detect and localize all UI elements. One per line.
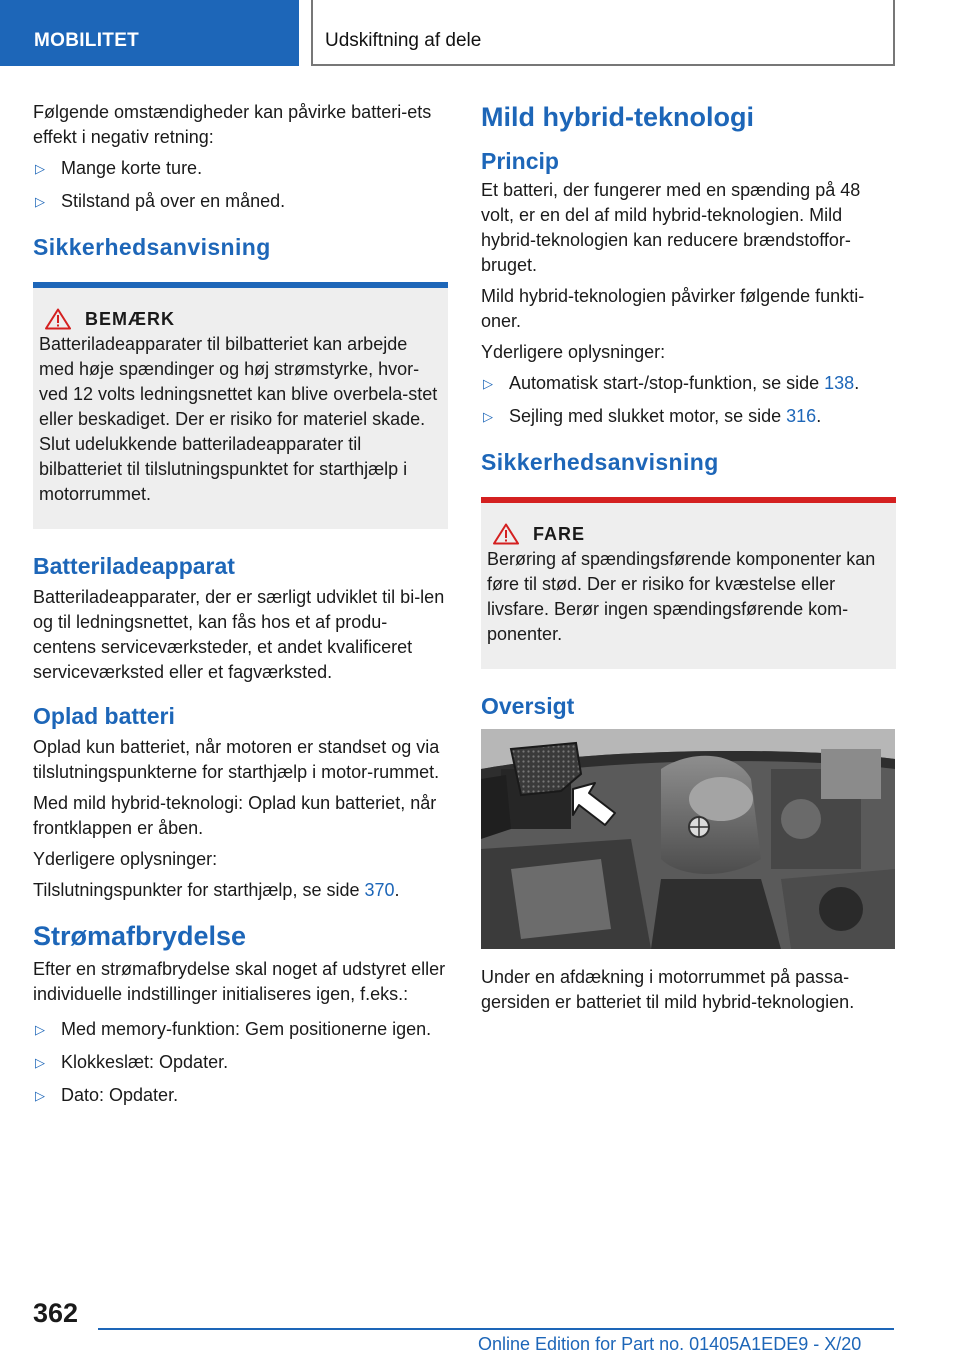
intro-bullet-list	[33, 156, 448, 214]
triangle-bullet-icon: ▷	[35, 194, 45, 209]
overview-heading: Oversigt	[481, 693, 575, 719]
triangle-bullet-icon: ▷	[35, 1022, 45, 1037]
list-item: ▷ Mange korte ture.	[33, 156, 448, 181]
principle-text-1: Et batteri, der fungerer med en spænding på 48 volt, er en del af mild hybrid-teknologien. Mild hybrid-teknologien kan reducere brændstoffor-bruget.	[481, 180, 861, 275]
section-label: MOBILITET	[34, 30, 140, 51]
warning-triangle-icon	[493, 523, 519, 545]
charge-heading: Oplad batteri	[33, 703, 175, 729]
notice-text: Batteriladeapparater til bilbatteriet kan arbejde med høje spændinger og høj strømstyrke, hvor-ved 12 volts ledningsnettet kan blive overbela-stet eller beskadiget. Der er risiko for materiel skade. Slut udelukkende batteriladeapparater til bilbatteriet til tilslutningspunktet for starthjælp i motorrummet.	[39, 334, 438, 504]
list-item: ▷ Automatisk start-/stop-funktion, se side 138.	[481, 371, 896, 396]
triangle-bullet-icon: ▷	[35, 161, 45, 176]
chapter-header	[311, 0, 895, 66]
list-item: ▷ Stilstand på over en måned.	[33, 189, 448, 214]
left-column	[33, 100, 448, 1116]
safety-heading: Sikkerhedsanvisning	[481, 449, 719, 475]
chapter-title: Udskiftning af dele	[325, 30, 482, 51]
triangle-bullet-icon: ▷	[483, 376, 493, 391]
intro-text: Følgende omstændigheder kan påvirke batteri-ets effekt i negativ retning:	[33, 102, 432, 147]
triangle-bullet-icon: ▷	[483, 409, 493, 424]
notice-label: BEMÆRK	[85, 308, 175, 329]
section-tab	[0, 0, 299, 66]
footer-rule	[98, 1328, 894, 1330]
danger-text: Berøring af spændingsførende komponenter kan føre til stød. Der er risiko for kvæstelse eller livsfare. Berør ingen spændingsførende kom-ponenter.	[487, 549, 876, 644]
page-number: 362	[33, 1298, 79, 1328]
danger-box	[481, 497, 896, 669]
page-link[interactable]: 138	[824, 373, 855, 393]
charger-text: Batteriladeapparater, der er særligt udviklet til bi-len og til ledningsnettet, kan fås hos et af produ-centens serviceværksteder, et andet kvalificeret serviceværksted eller et fagværksted.	[33, 587, 445, 682]
list-item: ▷ Klokkeslæt: Opdater.	[33, 1050, 448, 1075]
power-bullet-list	[33, 1017, 448, 1108]
triangle-bullet-icon: ▷	[35, 1055, 45, 1070]
list-item: ▷ Dato: Opdater.	[33, 1083, 448, 1108]
main-title: Mild hybrid-teknologi	[481, 102, 754, 132]
list-item: ▷ Med memory-funktion: Gem positionerne igen.	[33, 1017, 448, 1042]
charge-more-info: Yderligere oplysninger:	[33, 849, 218, 869]
power-heading: Strømafbrydelse	[33, 921, 247, 951]
charge-reference: Tilslutningspunkter for starthjælp, se side 370.	[33, 880, 400, 900]
reference-list	[481, 371, 896, 429]
right-column	[481, 100, 896, 1021]
charge-text-2: Med mild hybrid-teknologi: Oplad kun batteriet, når frontklappen er åben.	[33, 793, 437, 838]
triangle-bullet-icon: ▷	[35, 1088, 45, 1103]
charger-heading: Batteriladeapparat	[33, 553, 235, 579]
list-item: ▷ Sejling med slukket motor, se side 316.	[481, 404, 896, 429]
page-link[interactable]: 316	[786, 406, 817, 426]
engine-bay-photo	[481, 729, 895, 949]
warning-triangle-icon	[45, 308, 71, 330]
danger-label: FARE	[533, 523, 586, 544]
safety-heading: Sikkerhedsanvisning	[33, 234, 271, 260]
notice-box	[33, 282, 448, 529]
principle-more-info: Yderligere oplysninger:	[481, 342, 666, 362]
principle-heading: Princip	[481, 148, 559, 174]
edition-footer: Online Edition for Part no. 01405A1EDE9 - X/20	[478, 1334, 862, 1354]
power-text: Efter en strømafbrydelse skal noget af udstyret eller individuelle indstillinger initialiseres igen, f.eks.:	[33, 959, 446, 1004]
overview-caption: Under en afdækning i motorrummet på passa-gersiden er batteriet til mild hybrid-teknologien.	[481, 967, 855, 1012]
principle-text-2: Mild hybrid-teknologien påvirker følgende funkti-oner.	[481, 286, 865, 331]
charge-text-1: Oplad kun batteriet, når motoren er standset og via tilslutningspunkterne for starthjælp i motor-rummet.	[33, 737, 440, 782]
page-link[interactable]: 370	[364, 880, 395, 900]
